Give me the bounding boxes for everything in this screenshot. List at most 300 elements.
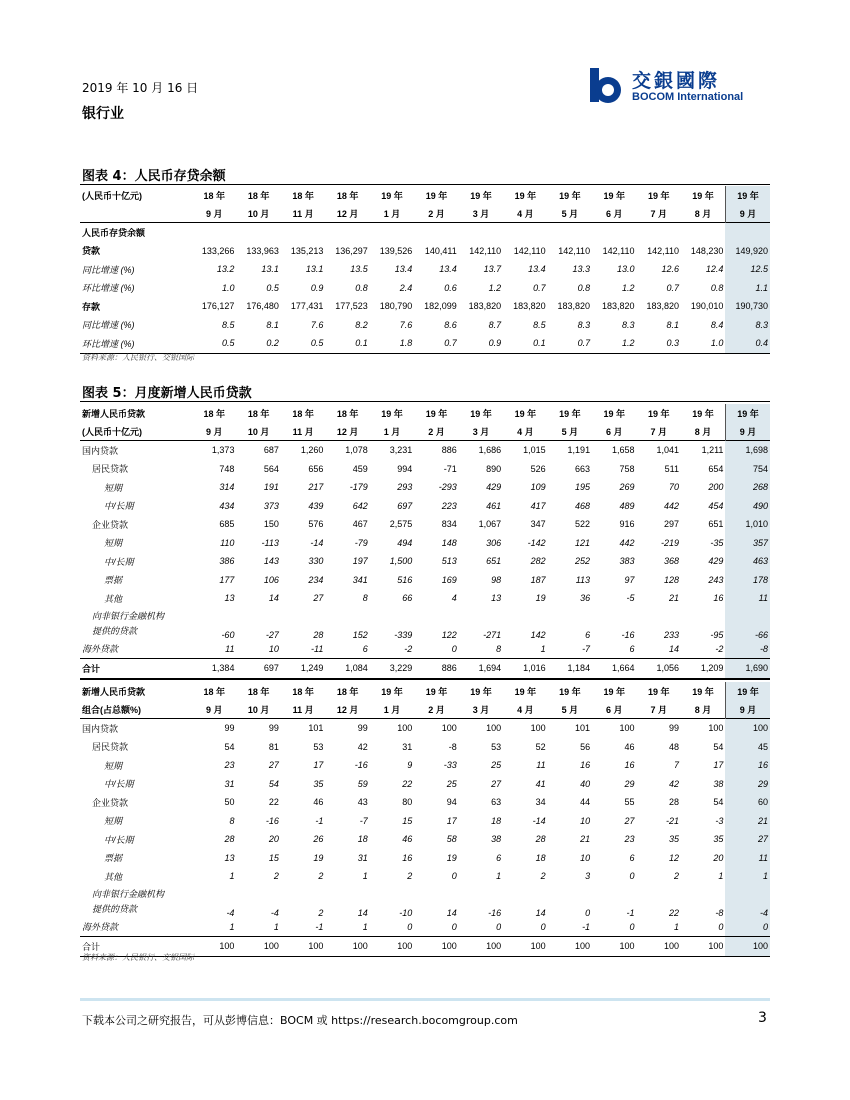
table-cell: 100 <box>725 719 770 738</box>
table-cell: 16 <box>713 593 724 604</box>
row-label: 票据 <box>104 853 123 864</box>
table-cell: 27 <box>268 760 279 771</box>
header-row <box>80 186 770 204</box>
table-cell: -1 <box>626 907 635 918</box>
table-cell: -8 <box>725 640 770 659</box>
table-cell: 94 <box>446 797 457 808</box>
table-cell <box>414 223 458 242</box>
table-cell: -2 <box>404 643 413 654</box>
table-cell: 15 <box>402 815 413 826</box>
column-header: 11 月 <box>292 704 314 715</box>
table-cell: 0 <box>540 921 546 932</box>
row-label: 合计 <box>80 937 192 956</box>
table-cell: 252 <box>575 556 591 567</box>
table-cell: 100 <box>681 937 725 956</box>
table-cell: 169 <box>441 574 457 585</box>
table-cell: 576 <box>308 519 324 530</box>
table-cell: 234 <box>308 574 324 585</box>
table-cell: -8 <box>715 907 724 918</box>
table-cell: -293 <box>438 482 457 493</box>
table-cell: 100 <box>530 723 546 734</box>
table-cell: 63 <box>491 797 502 808</box>
table-cell: 0 <box>718 921 724 932</box>
table-cell: 152 <box>352 629 368 640</box>
column-header: 19 年 <box>648 686 670 697</box>
table-cell: 28 <box>313 629 324 640</box>
table-cell: 663 <box>575 463 591 474</box>
table-row <box>80 571 770 590</box>
row-label: 中/长期 <box>104 834 134 845</box>
table-cell: 890 <box>486 463 502 474</box>
row-label: 中/长期 <box>104 556 134 567</box>
table-cell: 41 <box>535 778 546 789</box>
table-cell: 183,820 <box>468 301 502 312</box>
table-cell: 0.5 <box>310 338 324 349</box>
table-cell: 994 <box>397 463 413 474</box>
table-cell: 97 <box>624 574 635 585</box>
column-header: 18 年 <box>203 408 225 419</box>
table-cell: 834 <box>441 519 457 530</box>
table-cell: 526 <box>530 463 546 474</box>
column-header: 7 月 <box>650 208 668 219</box>
column-header: 12 月 <box>336 208 359 219</box>
table-row <box>80 534 770 553</box>
column-header: 18 年 <box>247 190 270 201</box>
row-label: 同比增速 (%) <box>82 264 135 275</box>
table-cell: 133,963 <box>246 245 279 256</box>
table-cell: 19 <box>313 852 324 863</box>
table-cell: 297 <box>663 519 679 530</box>
table-cell: -16 <box>488 907 502 918</box>
table-cell: 0 <box>496 921 502 932</box>
table-cell: 16 <box>624 760 635 771</box>
table-cell: 8.3 <box>622 319 635 330</box>
table-cell: -1 <box>582 921 591 932</box>
table-cell: 468 <box>575 500 591 511</box>
table-cell: -5 <box>626 593 635 604</box>
table-cell: 100 <box>236 937 280 956</box>
bocom-logo-icon <box>586 66 626 106</box>
table-cell: 183,820 <box>601 301 635 312</box>
table-cell: 142,110 <box>558 245 591 256</box>
table-cell <box>503 223 547 242</box>
column-header: 6 月 <box>606 704 623 715</box>
table-cell: 0.9 <box>310 282 324 293</box>
table-cell: 13.3 <box>572 264 591 275</box>
table-row <box>80 515 770 534</box>
table-cell: -4 <box>270 907 279 918</box>
column-header: 19 年 <box>514 408 537 419</box>
table-cell: 10 <box>580 852 591 863</box>
table-cell: 651 <box>708 519 724 530</box>
table-cell: -14 <box>310 537 324 548</box>
table-cell: 886 <box>414 659 458 678</box>
table-cell: 142 <box>530 629 546 640</box>
table-cell: 442 <box>619 537 635 548</box>
column-header: 4 月 <box>517 704 534 715</box>
table-cell: 59 <box>357 778 368 789</box>
table-cell: 44 <box>580 797 591 808</box>
table-cell: 36 <box>580 593 591 604</box>
header-label: (人民币十亿元) <box>82 190 142 201</box>
column-header: 4 月 <box>517 426 534 437</box>
table-row <box>80 279 770 298</box>
table-row <box>80 242 770 261</box>
column-header: 7 月 <box>650 704 668 715</box>
table-cell: 0 <box>407 921 413 932</box>
column-header: 5 月 <box>561 208 579 219</box>
table-cell: 183,820 <box>557 301 591 312</box>
table-cell: 109 <box>530 482 546 493</box>
table-cell: -8 <box>448 741 457 752</box>
header-row <box>80 404 770 422</box>
table-cell: 642 <box>352 500 368 511</box>
table-row <box>80 223 770 242</box>
table-cell <box>548 223 592 242</box>
table-cell: 1 <box>362 921 368 932</box>
table-cell: 13.4 <box>439 264 457 275</box>
table-cell: 121 <box>575 537 591 548</box>
table-cell: 8.6 <box>444 319 457 330</box>
row-label: 短期 <box>104 538 123 549</box>
table-cell: 13.1 <box>305 264 324 275</box>
row-label: 其他 <box>104 871 123 882</box>
table-cell: -219 <box>660 537 679 548</box>
table-cell: -142 <box>527 537 546 548</box>
header-label <box>80 204 192 223</box>
table-cell: 516 <box>397 574 413 585</box>
table-cell: 2 <box>273 871 279 882</box>
table-cell: 0.7 <box>444 338 457 349</box>
table-cell: 190,730 <box>725 297 770 316</box>
table-row <box>80 867 770 886</box>
table-row <box>80 918 770 937</box>
column-header: 19 年 <box>559 408 581 419</box>
column-header: 19 年 <box>381 686 403 697</box>
table-cell <box>325 223 369 242</box>
table-cell: 1,373 <box>211 445 235 456</box>
table-cell: 651 <box>486 556 502 567</box>
table-cell: 26 <box>313 834 324 845</box>
table-cell: 6 <box>496 852 502 863</box>
column-header: 18 年 <box>292 190 314 201</box>
table-cell: 1,184 <box>548 659 592 678</box>
column-header: 19 年 <box>603 190 626 201</box>
table-cell: 48 <box>668 741 679 752</box>
table-cell: 53 <box>491 741 502 752</box>
footer-text: 下载本公司之研究报告，可从彭博信息：BOCM 或 https://research.bocomgroup.com <box>82 1014 518 1027</box>
table-cell: 42 <box>357 741 368 752</box>
data-table <box>80 186 770 353</box>
table-cell: 13 <box>224 852 235 863</box>
table-cell: 99 <box>268 723 279 734</box>
table-cell: -7 <box>582 643 591 654</box>
table-cell: 1,664 <box>592 659 636 678</box>
table-cell: 100 <box>725 937 770 956</box>
table-cell: -271 <box>483 629 502 640</box>
table-cell: 54 <box>268 778 279 789</box>
table-row <box>80 830 770 849</box>
table-cell: 140,411 <box>424 245 457 256</box>
table-cell: 454 <box>708 500 724 511</box>
table-cell: 748 <box>219 463 235 474</box>
column-header: 2 月 <box>428 704 445 715</box>
table-cell: 14 <box>446 907 457 918</box>
table-cell: 11 <box>725 589 770 608</box>
table-cell: 13.4 <box>394 264 413 275</box>
table-cell: 654 <box>708 463 724 474</box>
row-label <box>80 886 192 918</box>
table-cell: 177 <box>219 574 235 585</box>
row-label: 存款 <box>82 301 101 312</box>
row-label: 国内贷款 <box>82 723 119 734</box>
column-header: 18 年 <box>336 686 359 697</box>
table-cell: 135,213 <box>290 245 324 256</box>
table-cell: -33 <box>443 760 457 771</box>
column-header: 19 年 <box>725 186 770 204</box>
table-row <box>80 886 770 918</box>
table-cell: 148,230 <box>690 245 724 256</box>
table-cell: 330 <box>308 556 324 567</box>
table-cell: 434 <box>219 500 235 511</box>
table-row <box>80 775 770 794</box>
table-cell: 459 <box>352 463 368 474</box>
table-cell: -3 <box>715 815 724 826</box>
table-cell: 0.3 <box>666 338 679 349</box>
table-cell: 268 <box>725 478 770 497</box>
column-header: 9 月 <box>205 704 223 715</box>
table-cell: -71 <box>443 463 457 474</box>
table-cell: 8 <box>229 815 235 826</box>
table-cell: 1,686 <box>478 445 502 456</box>
table-cell: 70 <box>668 482 679 493</box>
table-cell: 489 <box>619 500 635 511</box>
table-cell: 1,067 <box>478 519 502 530</box>
data-table <box>80 682 770 956</box>
column-header: 19 年 <box>725 404 770 422</box>
table-cell: 29 <box>725 775 770 794</box>
table-cell: 31 <box>357 852 368 863</box>
table-cell: 511 <box>664 463 679 474</box>
column-header: 19 年 <box>470 408 492 419</box>
table-cell: 233 <box>663 629 679 640</box>
table-cell: 190,010 <box>690 301 724 312</box>
table-cell: 0.2 <box>266 338 279 349</box>
table-cell: 60 <box>725 793 770 812</box>
table-cell: 429 <box>486 482 502 493</box>
table-cell: 31 <box>224 778 235 789</box>
column-header: 1 月 <box>383 704 401 715</box>
table-cell: 20 <box>268 834 279 845</box>
column-header: 9 月 <box>205 208 223 219</box>
table-cell: -1 <box>315 921 324 932</box>
table-row <box>80 460 770 479</box>
column-header: 10 月 <box>247 426 270 437</box>
table-cell: 143 <box>263 556 279 567</box>
table-cell: 282 <box>530 556 546 567</box>
column-header: 19 年 <box>603 408 626 419</box>
table-cell: 29 <box>624 778 635 789</box>
table-cell: 0 <box>585 907 591 918</box>
column-header: 3 月 <box>472 426 490 437</box>
row-label-line2: 提供的贷款 <box>92 903 138 914</box>
table-cell: 347 <box>530 519 546 530</box>
table-cell: 0.6 <box>444 282 457 293</box>
table-cell: 1.0 <box>710 338 724 349</box>
table-cell: 8.4 <box>710 319 724 330</box>
table-cell: 8.3 <box>577 319 591 330</box>
table-cell: 101 <box>575 723 591 734</box>
table-cell: 357 <box>725 534 770 553</box>
table-cell: 11 <box>225 643 235 654</box>
table-cell: -95 <box>710 629 724 640</box>
table-cell: 494 <box>397 537 413 548</box>
table-cell: 3 <box>585 871 591 882</box>
table-cell: 916 <box>619 519 635 530</box>
table-cell: 45 <box>725 738 770 757</box>
table-cell: 177,523 <box>335 301 368 312</box>
column-header: 8 月 <box>694 704 712 715</box>
table-row <box>80 260 770 279</box>
table-cell: 21 <box>580 834 591 845</box>
table-cell: 8 <box>496 643 502 654</box>
table-cell: 55 <box>624 797 635 808</box>
table-cell: 14 <box>668 643 679 654</box>
row-label: 企业贷款 <box>92 519 129 530</box>
column-header: 18 年 <box>292 408 314 419</box>
row-label: 票据 <box>104 575 123 586</box>
table-cell: 38 <box>713 778 724 789</box>
table-cell: 13 <box>491 593 502 604</box>
table5-title: 图表 5：月度新增人民币贷款 <box>82 386 252 401</box>
column-header: 10 月 <box>247 704 270 715</box>
table-cell: 1,016 <box>503 659 547 678</box>
column-header: 18 年 <box>203 190 225 201</box>
table-cell: 100 <box>503 937 547 956</box>
column-header: 19 年 <box>381 408 403 419</box>
table-cell: 122 <box>441 629 457 640</box>
table-cell: 1,084 <box>325 659 369 678</box>
table4-source: 资料来源：人民银行、交银国际 <box>82 353 194 362</box>
table-cell: 35 <box>668 834 679 845</box>
column-header: 12 月 <box>336 426 359 437</box>
table-cell: 1,056 <box>637 659 681 678</box>
table-cell: -66 <box>725 608 770 640</box>
table-cell: 183,820 <box>513 301 546 312</box>
table-cell: 17 <box>713 760 724 771</box>
table-cell: 564 <box>263 463 279 474</box>
table-cell: 886 <box>441 445 457 456</box>
column-header: 18 年 <box>247 686 270 697</box>
table-cell: 2 <box>407 871 413 882</box>
table-cell: 31 <box>402 741 413 752</box>
table-cell: -35 <box>710 537 724 548</box>
report-sector: 银行业 <box>82 106 124 122</box>
table-cell: 81 <box>268 741 279 752</box>
table-cell: -60 <box>221 629 235 640</box>
column-header: 19 年 <box>514 686 537 697</box>
column-header: 1 月 <box>383 426 401 437</box>
table-cell: 314 <box>219 482 235 493</box>
table-cell: 43 <box>357 797 368 808</box>
table-cell: 0 <box>451 643 457 654</box>
table-cell: 99 <box>224 723 235 734</box>
column-header: 2 月 <box>428 426 445 437</box>
table-cell: 697 <box>397 500 413 511</box>
table-cell: 386 <box>219 556 235 567</box>
table-cell: 100 <box>637 937 681 956</box>
table4-top-rule <box>80 184 770 185</box>
table-cell: -14 <box>532 815 546 826</box>
row-label: 合计 <box>80 659 192 678</box>
table-cell: 8.1 <box>266 319 279 330</box>
table-cell: 148 <box>441 537 457 548</box>
table-cell: 80 <box>402 797 413 808</box>
table-cell: -16 <box>621 629 635 640</box>
table-cell: 429 <box>708 556 724 567</box>
table-cell: 13 <box>224 593 235 604</box>
table-cell: 100 <box>281 937 325 956</box>
bocom-logo <box>586 66 762 106</box>
table-cell: 0.8 <box>577 282 591 293</box>
table-cell: 0.1 <box>533 338 546 349</box>
table-cell: 40 <box>580 778 591 789</box>
table-cell: 2 <box>318 907 324 918</box>
table-cell: 0 <box>725 918 770 937</box>
table-cell: 0.7 <box>666 282 679 293</box>
table-cell: 0.8 <box>710 282 724 293</box>
table-cell: 18 <box>357 834 368 845</box>
table-cell: 42 <box>668 778 679 789</box>
logo-chinese: 交銀國際 <box>632 70 721 92</box>
table-cell: 27 <box>313 593 324 604</box>
table-cell: 139,526 <box>379 245 413 256</box>
table-cell: 38 <box>491 834 502 845</box>
table-cell: 16 <box>580 760 591 771</box>
table-cell: 14 <box>535 907 546 918</box>
table-cell <box>236 223 280 242</box>
table-cell: 101 <box>308 723 324 734</box>
table-row <box>80 608 770 640</box>
table-cell: 106 <box>263 574 279 585</box>
column-header: 19 年 <box>559 686 581 697</box>
table-cell: 100 <box>619 723 635 734</box>
table-cell: 463 <box>725 552 770 571</box>
table-cell: 442 <box>663 500 679 511</box>
header-row <box>80 682 770 700</box>
table-cell: 341 <box>352 574 368 585</box>
table-row <box>80 552 770 571</box>
header-label: 组合(占总额%) <box>82 704 141 715</box>
table-cell: 0.7 <box>533 282 546 293</box>
table-row <box>80 659 770 678</box>
table-cell: 13.1 <box>261 264 279 275</box>
table-cell: 22 <box>402 778 413 789</box>
column-header: 1 月 <box>383 208 401 219</box>
table-row <box>80 334 770 353</box>
row-label: 中/长期 <box>104 501 134 512</box>
table-cell: 1,211 <box>701 445 724 456</box>
table-cell: 373 <box>263 500 279 511</box>
table-cell: 100 <box>325 937 369 956</box>
table-cell: 180,790 <box>379 301 413 312</box>
table-cell: 54 <box>224 741 235 752</box>
column-header: 19 年 <box>692 408 714 419</box>
table-cell: 1 <box>718 871 724 882</box>
table-cell: -4 <box>725 886 770 918</box>
table-cell: 54 <box>713 797 724 808</box>
table-cell: 0.5 <box>266 282 279 293</box>
